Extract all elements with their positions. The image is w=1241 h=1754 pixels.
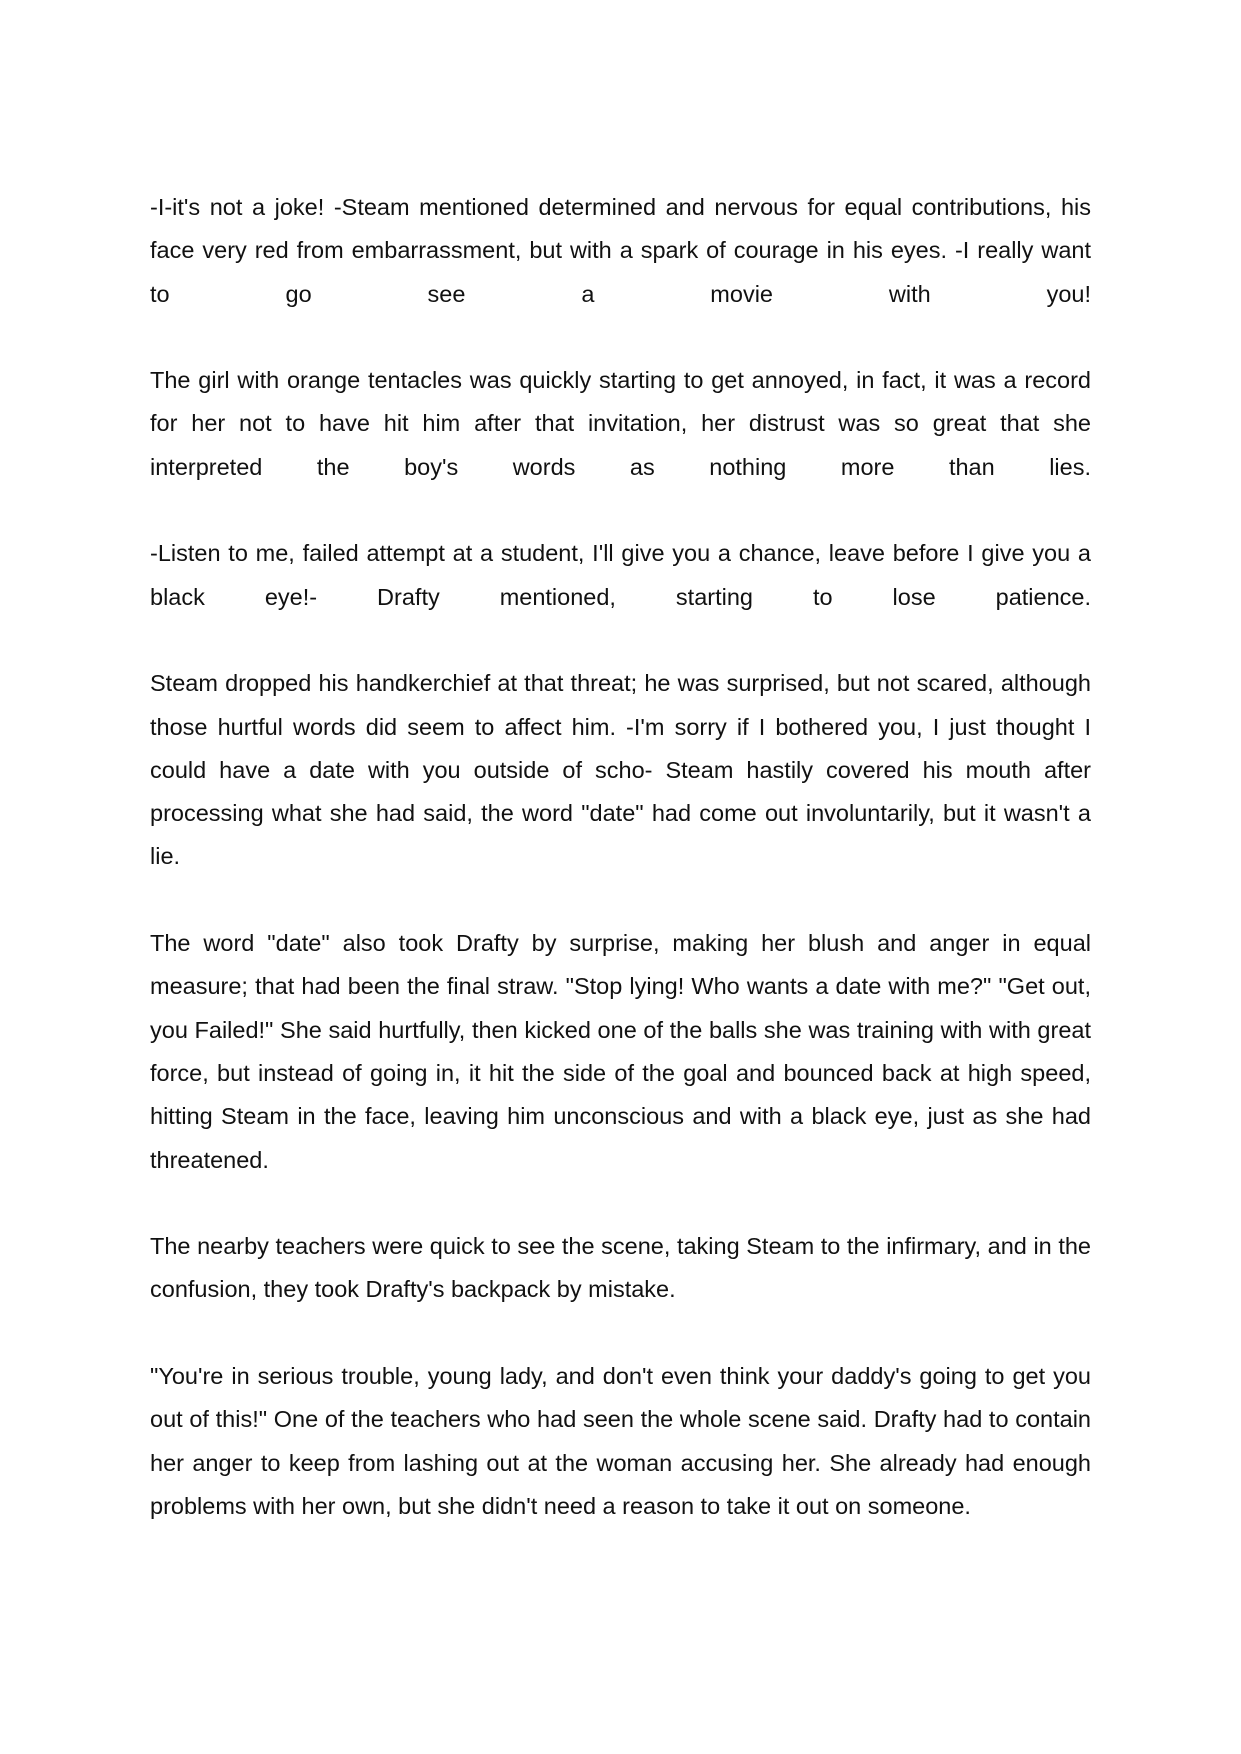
paragraph-3: -Listen to me, failed attempt at a student, I'll give you a chance, leave before I give you a black eye!- Drafty mentioned, starting to lose patience. xyxy=(150,540,1091,610)
paragraph-1: -I-it's not a joke! -Steam mentioned determined and nervous for equal contributions, his face very red from embarrassment, but with a spark of courage in his eyes. -I really want to go see a movie with you! xyxy=(150,194,1091,307)
paragraph-6: The nearby teachers were quick to see the scene, taking Steam to the infirmary, and in the confusion, they took Drafty's backpack by mistake. xyxy=(150,1233,1091,1303)
body-text xyxy=(150,186,1091,1572)
paragraph-5: The word "date" also took Drafty by surprise, making her blush and anger in equal measure; that had been the final straw. "Stop lying! Who wants a date with me?" "Get out, you Failed!" She said hurtfully, then kicked one of the balls she was training with with great force, but instead of going in, it hit the side of the goal and bounced back at high speed, hitting Steam in the face, leaving him unconscious and with a black eye, just as she had threatened. xyxy=(150,930,1091,1173)
paragraph-2: The girl with orange tentacles was quickly starting to get annoyed, in fact, it was a record for her not to have hit him after that invitation, her distrust was so great that she interpreted the boy's words as nothing more than lies. xyxy=(150,367,1091,480)
paragraph-7: "You're in serious trouble, young lady, and don't even think your daddy's going to get you out of this!" One of the teachers who had seen the whole scene said. Drafty had to contain her anger to keep from lashing out at the woman accusing her. She already had enough problems with her own, but she didn't need a reason to take it out on someone. xyxy=(150,1363,1091,1519)
paragraph-4: Steam dropped his handkerchief at that threat; he was surprised, but not scared, although those hurtful words did seem to affect him. -I'm sorry if I bothered you, I just thought I could have a date with you outside of scho- Steam hastily covered his mouth after processing what she had said, the word "date" had come out involuntarily, but it wasn't a lie. xyxy=(150,670,1091,870)
